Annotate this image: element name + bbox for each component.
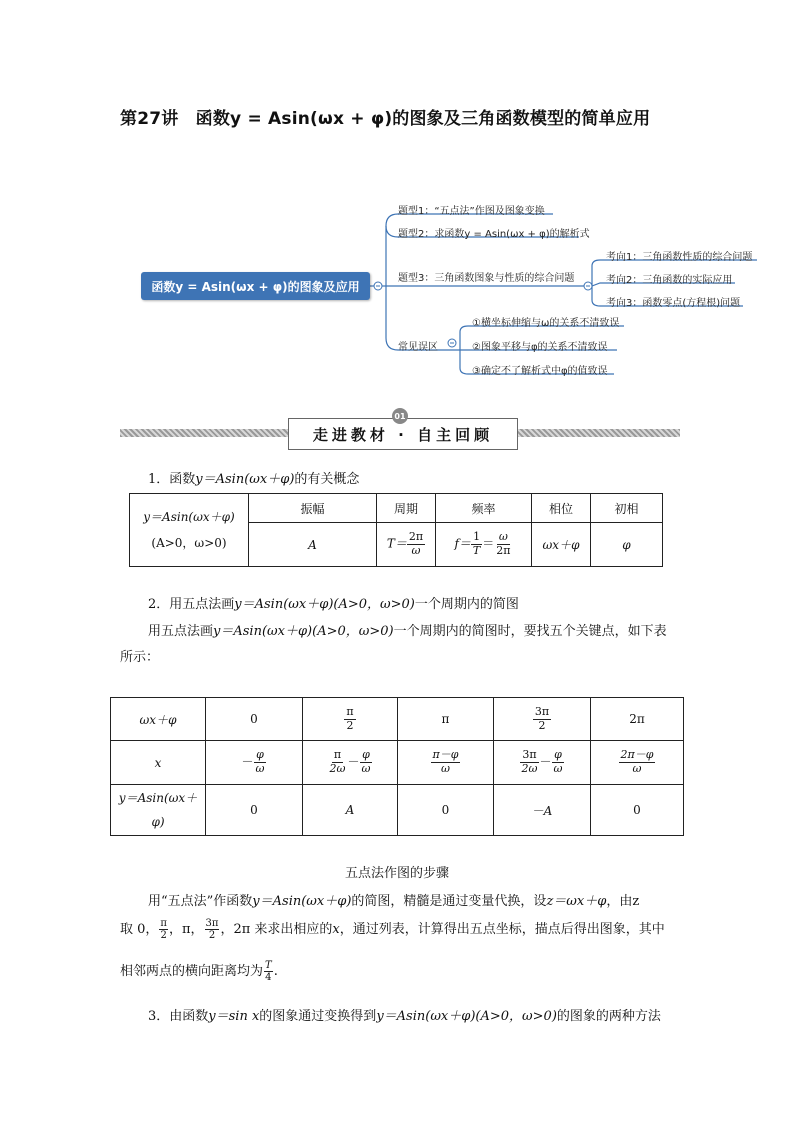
mindmap-sub4-2: ②图象平移与φ的关系不清致误 (472, 342, 608, 353)
section-2-line-1: 用五点法画y＝Asin(ωx＋φ)(A>0，ω>0)一个周期内的简图时，要找五个关键点，如下表 (148, 624, 667, 639)
row2-cell-3: $\frac{\pi-\varphi}{\omega}$ (398, 741, 494, 785)
header-phase: 相位 (532, 494, 591, 523)
mindmap-sub3-3: 考向3：函数零点(方程根)问题 (606, 298, 741, 309)
steps-line-1: 用“五点法”作函数y＝Asin(ωx＋φ)的简图，精髓是通过变量代换，设z＝ωx＋φ，由z (148, 894, 640, 909)
steps-line-2: 取 0， $\frac{\pi}{2}$ ，π， $\frac{3\pi}{2}$ ，2π 来求出相应的x，通过列表，计算得出五点坐标，描点后得出图象，其中 (120, 918, 665, 941)
cell-phase: ωx＋φ (532, 523, 591, 567)
row2-cell-5: $\frac{2\pi-\varphi}{\omega}$ (591, 741, 684, 785)
mindmap-branch-3: 题型3：三角函数图象与性质的综合问题 (398, 273, 575, 284)
mindmap-sub3-1: 考向1：三角函数性质的综合问题 (606, 252, 753, 263)
header-amplitude: 振幅 (249, 494, 377, 523)
header-initial-phase: 初相 (591, 494, 663, 523)
row2-label: x (111, 741, 206, 785)
mindmap-sub4-1: ①横坐标伸缩与ω的关系不清致误 (472, 318, 620, 329)
five-point-table (110, 697, 684, 836)
row3-cell-2: A (303, 785, 398, 836)
banner-stripe-left (120, 429, 288, 437)
page-title: 第27讲 函数y = Asin(ωx + φ)的图象及三角函数模型的简单应用 (120, 109, 651, 129)
row3-cell-4: －A (494, 785, 591, 836)
mindmap-sub4-3: ③确定不了解析式中φ的值致误 (472, 366, 608, 377)
cell-period: T＝ $\frac{2\pi}{\omega}$ (377, 523, 436, 567)
row3-cell-3: 0 (398, 785, 494, 836)
concept-row-head: y＝Asin(ωx＋φ) (A>0，ω>0) (130, 494, 249, 567)
cell-frequency: f＝ $\frac{1}{T}$ ＝ $\frac{\omega}{2\pi}$ (436, 523, 532, 567)
header-frequency: 频率 (436, 494, 532, 523)
section-1-heading: 1．函数y＝Asin(ωx＋φ)的有关概念 (148, 472, 360, 487)
cell-amplitude: A (249, 523, 377, 567)
steps-heading: 五点法作图的步骤 (344, 866, 449, 881)
row2-cell-1: － $\frac{\varphi}{\omega}$ (206, 741, 303, 785)
cell-initial-phase: φ (591, 523, 663, 567)
row2-cell-4: $\frac{3\pi}{2\omega}$ － $\frac{\varphi}{\omega}$ (494, 741, 591, 785)
mindmap-sub3-2: 考向2：三角函数的实际应用 (606, 275, 733, 286)
steps-line-3: 相邻两点的横向距离均为 $\frac{T}{4}$ . (120, 960, 278, 983)
row3-label: y＝Asin(ωx＋ φ) (111, 785, 206, 836)
row3-cell-5: 0 (591, 785, 684, 836)
mindmap-branch-1: 题型1：“五点法”作图及图象变换 (398, 206, 545, 217)
section-2-line-2: 所示： (120, 650, 160, 665)
row2-cell-2: $\frac{\pi}{2\omega}$ － $\frac{\varphi}{\omega}$ (303, 741, 398, 785)
row3-cell-1: 0 (206, 785, 303, 836)
row1-cell-5: 2π (591, 698, 684, 741)
row1-cell-4: $\frac{3\pi}{2}$ (494, 698, 591, 741)
mindmap-branch-4: 常见误区 (398, 342, 438, 353)
row1-cell-1: 0 (206, 698, 303, 741)
header-period: 周期 (377, 494, 436, 523)
section-3-heading: 3．由函数y＝sin x的图象通过变换得到y＝Asin(ωx＋φ)(A>0，ω>0)的图象的两种方法 (148, 1009, 661, 1024)
section-2-heading: 2．用五点法画y＝Asin(ωx＋φ)(A>0，ω>0)一个周期内的简图 (148, 597, 519, 612)
mindmap-root: 函数y = Asin(ωx + φ)的图象及应用 (141, 272, 370, 300)
section-banner: 走进教材 · 自主回顾 (288, 418, 518, 450)
row1-cell-3: π (398, 698, 494, 741)
mindmap-branch-2: 题型2：求函数y = Asin(ωx + φ)的解析式 (398, 229, 590, 240)
row1-label: ωx＋φ (111, 698, 206, 741)
row1-cell-2: $\frac{\pi}{2}$ (303, 698, 398, 741)
banner-stripe-right (516, 429, 680, 437)
section-number-badge: 01 (392, 408, 408, 424)
concept-table (129, 493, 663, 567)
mindmap-connectors (0, 0, 794, 400)
